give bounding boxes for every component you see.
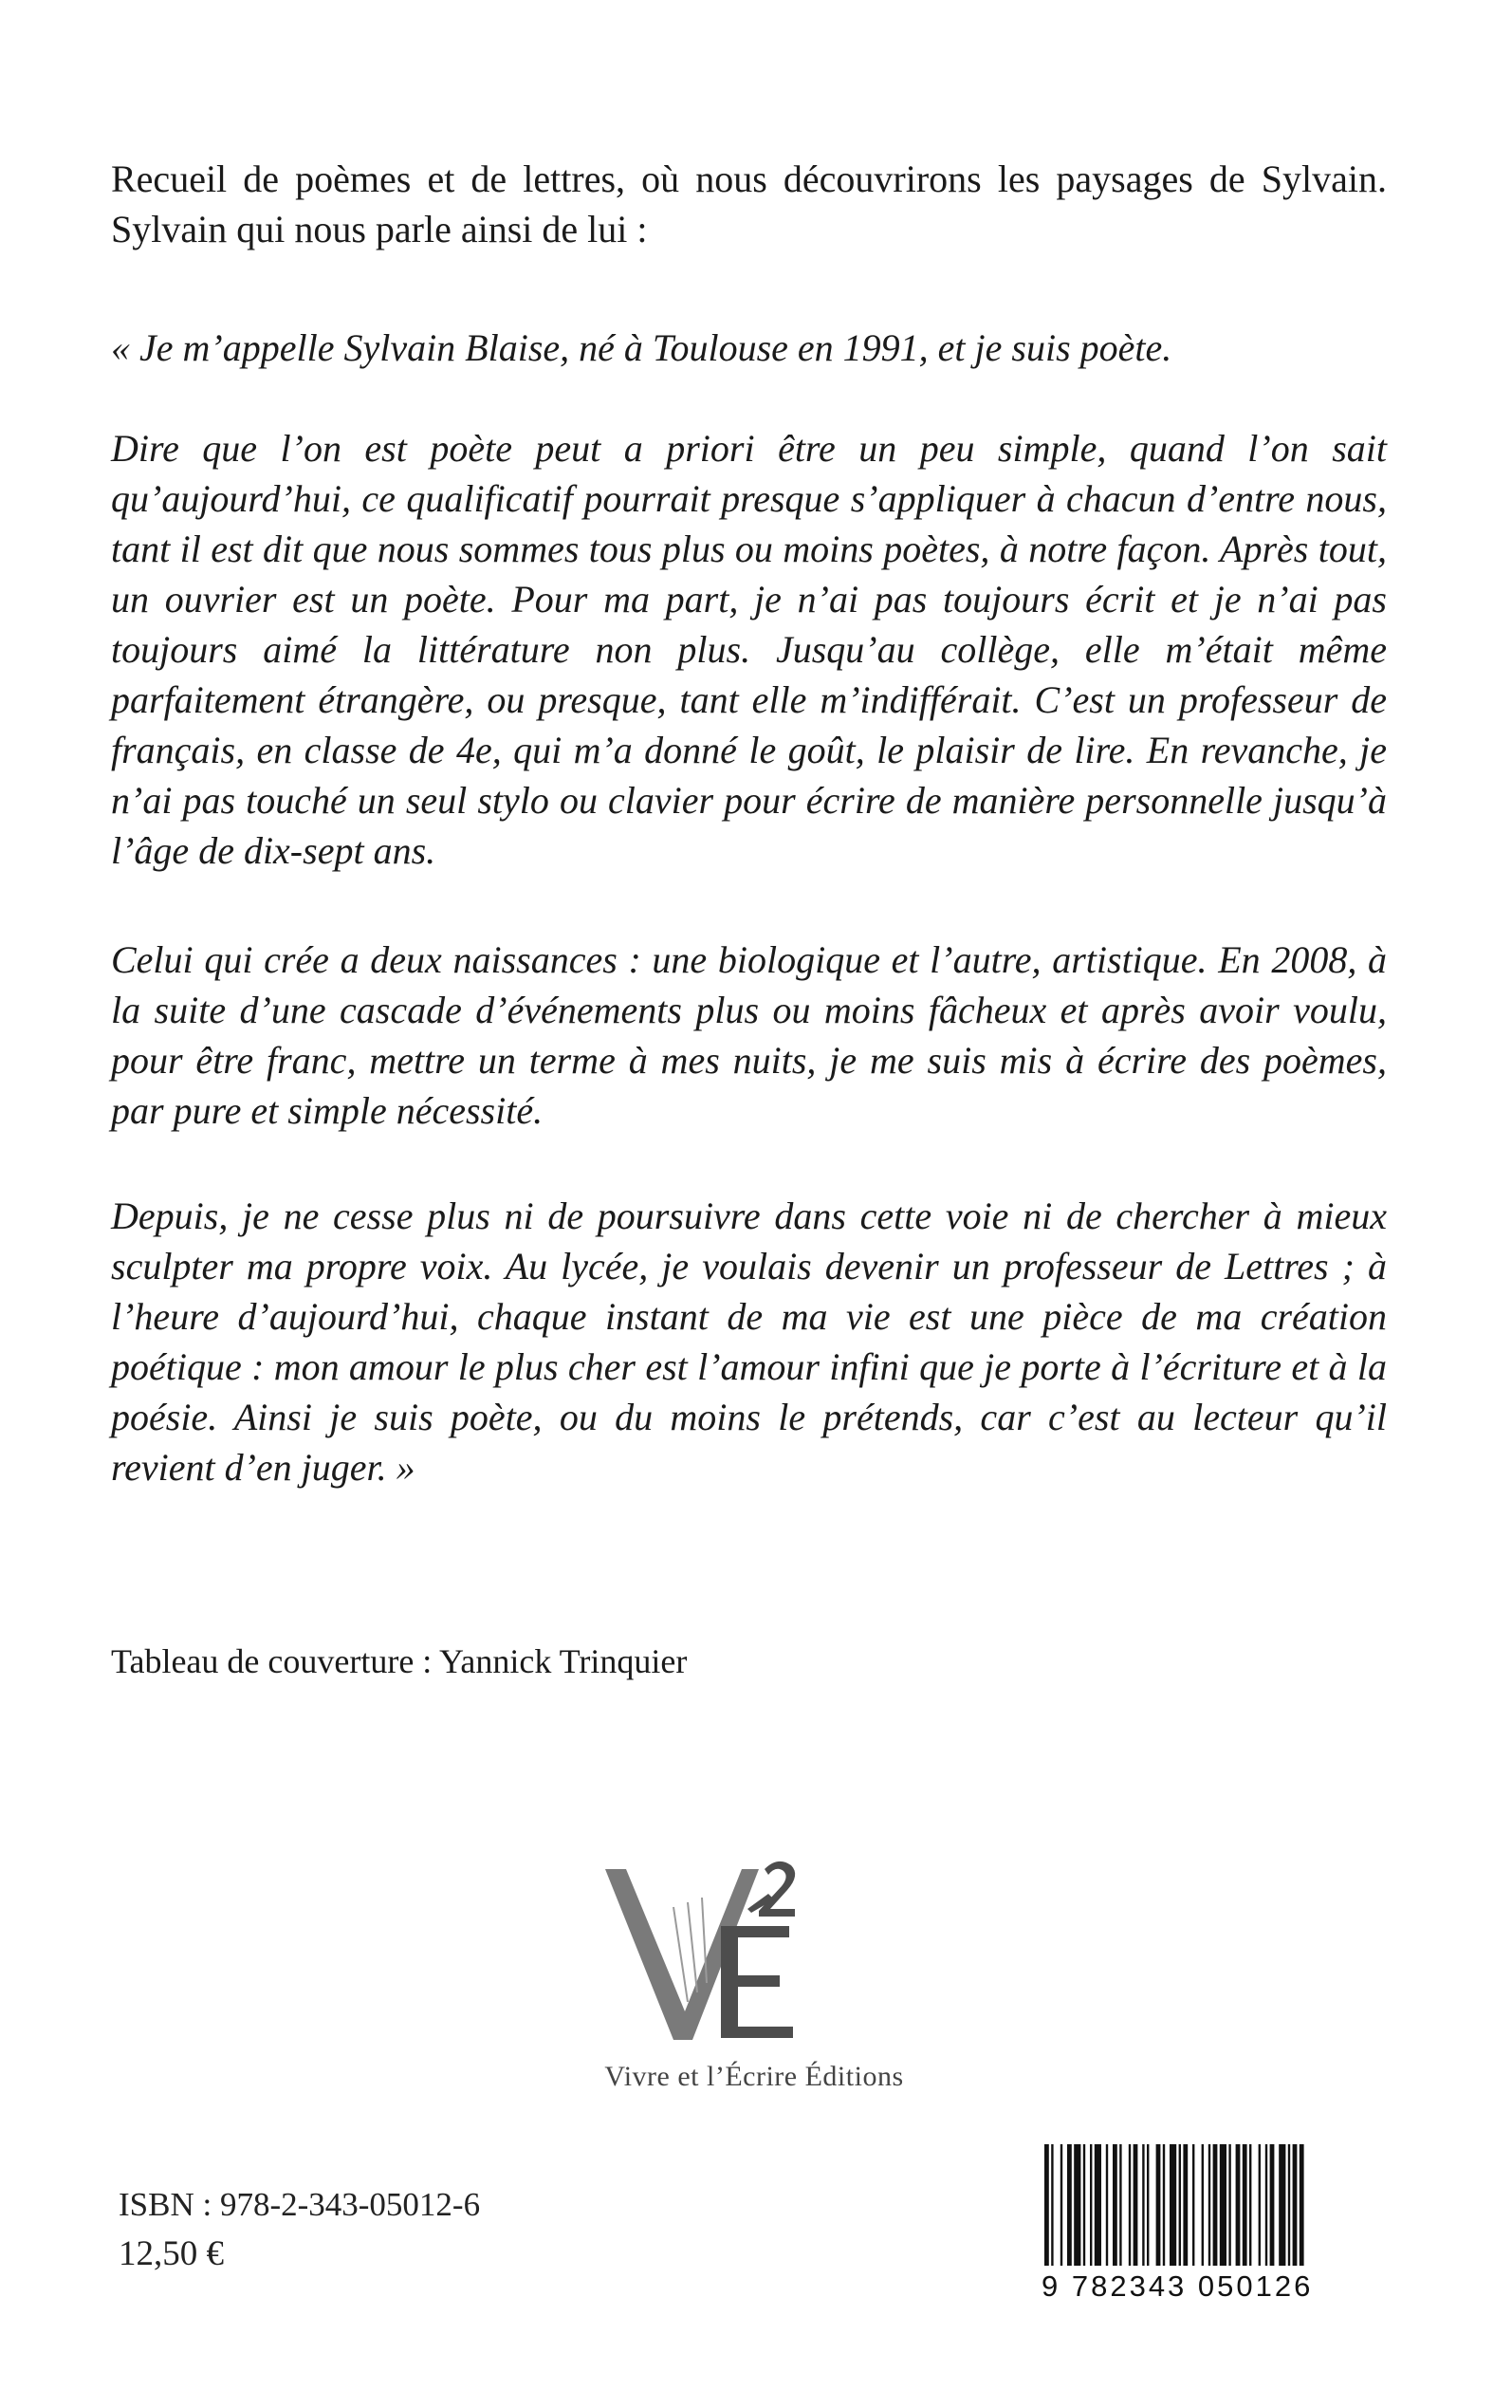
barcode-bar (1243, 2144, 1247, 2266)
isbn-barcode (1039, 2144, 1399, 2287)
quote-paragraph-3: Celui qui crée a deux naissances : une biologique et l’autre, artistique. En 2008, à la suite d’une cascade d’événements plus ou moins fâcheux et après avoir voulu, pour être franc, mettre un terme à mes nuits, je me suis mis à écrire des poèmes, par pure et simple nécessité. (111, 938, 1387, 1132)
barcode-bar (1192, 2144, 1194, 2266)
barcode-bar (1300, 2144, 1304, 2266)
barcode-bar (1095, 2144, 1101, 2266)
barcode-bar (1183, 2144, 1188, 2266)
barcode-bar (1044, 2144, 1049, 2266)
barcode-bar (1142, 2144, 1144, 2266)
barcode-bar (1270, 2144, 1275, 2266)
barcode-bar (1134, 2144, 1138, 2266)
barcode-bar (1179, 2144, 1181, 2266)
intro-paragraph: Recueil de poèmes et de lettres, où nous découvrirons les paysages de Sylvain. Sylvain qui nous parle ainsi de lui : (111, 157, 1387, 250)
barcode-bar (1129, 2144, 1131, 2266)
barcode-bar (1147, 2144, 1149, 2266)
barcode-bar (1213, 2144, 1218, 2266)
barcode-bar (1106, 2144, 1108, 2266)
barcode-bar (1208, 2144, 1210, 2266)
barcode-bar (1163, 2144, 1165, 2266)
publisher-name: Vivre et l’Écrire Éditions (604, 2061, 904, 2092)
cover-art-credit: Tableau de couverture : Yannick Trinquier (111, 1642, 688, 1680)
price-text: 12,50 € (119, 2234, 224, 2273)
barcode-bar (1259, 2144, 1261, 2266)
barcode-bar (1156, 2144, 1161, 2266)
barcode-bar (1067, 2144, 1072, 2266)
barcode-bar (1113, 2144, 1117, 2266)
barcode-bar (1220, 2144, 1226, 2266)
barcode-bar (1293, 2144, 1298, 2266)
barcode-bar (1060, 2144, 1062, 2266)
barcode-bar (1119, 2144, 1121, 2266)
barcode-bar (1090, 2144, 1092, 2266)
barcode-bar (1170, 2144, 1176, 2266)
barcode-digits: 9 782343 050126 (1042, 2269, 1314, 2303)
barcode-bar (1202, 2144, 1204, 2266)
quote-paragraph-4: Depuis, je ne cesse plus ni de poursuivre dans cette voie ni de chercher à mieux sculpter ma propre voix. Au lycée, je voulais devenir un professeur de Lettres ; à l’heure d’aujourd’hui, chaque instant de ma vie est une pièce de ma création poétique : mon amour le plus cher est l’amour infini que je porte à l’écriture et à la poésie. Ainsi je suis poète, ou du moins le prétends, car c’est au lecteur qu’il revient d’en juger. » (111, 1195, 1387, 1489)
quote-paragraph-2: Dire que l’on est poète peut a priori être un peu simple, quand l’on sait qu’aujourd’hui, ce qualificatif pourrait presque s’appliquer à chacun d’entre nous, tant il est dit que nous sommes tous plus ou moins poètes, à notre façon. Après tout, un ouvrier est un poète. Pour ma part, je n’ai pas toujours écrit et je n’ai pas toujours aimé la littérature non plus. Jusqu’au collège, elle m’était même parfaitement étrangère, ou presque, tant elle m’indifférait. C’est un professeur de français, en classe de 4e, qui m’a donné le goût, le plaisir de lire. En revanche, je n’ai pas touché un seul stylo ou clavier pour écrire de manière personnelle jusqu’à l’âge de dix-sept ans. (111, 427, 1387, 872)
barcode-bar (1083, 2144, 1085, 2266)
barcode-bar (1074, 2144, 1080, 2266)
quote-paragraph-1: « Je m’appelle Sylvain Blaise, né à Toulouse en 1991, et je suis poète. (111, 326, 1172, 369)
barcode-bar (1265, 2144, 1267, 2266)
isbn-text: ISBN : 978-2-343-05012-6 (119, 2186, 481, 2223)
barcode-bar (1279, 2144, 1285, 2266)
barcode-bar (1051, 2144, 1053, 2266)
barcode-bar (1249, 2144, 1251, 2266)
publisher-logo-mark (531, 1850, 949, 2059)
barcode-bar (1288, 2144, 1290, 2266)
barcode-bar (1236, 2144, 1241, 2266)
barcode-bar (1228, 2144, 1230, 2266)
